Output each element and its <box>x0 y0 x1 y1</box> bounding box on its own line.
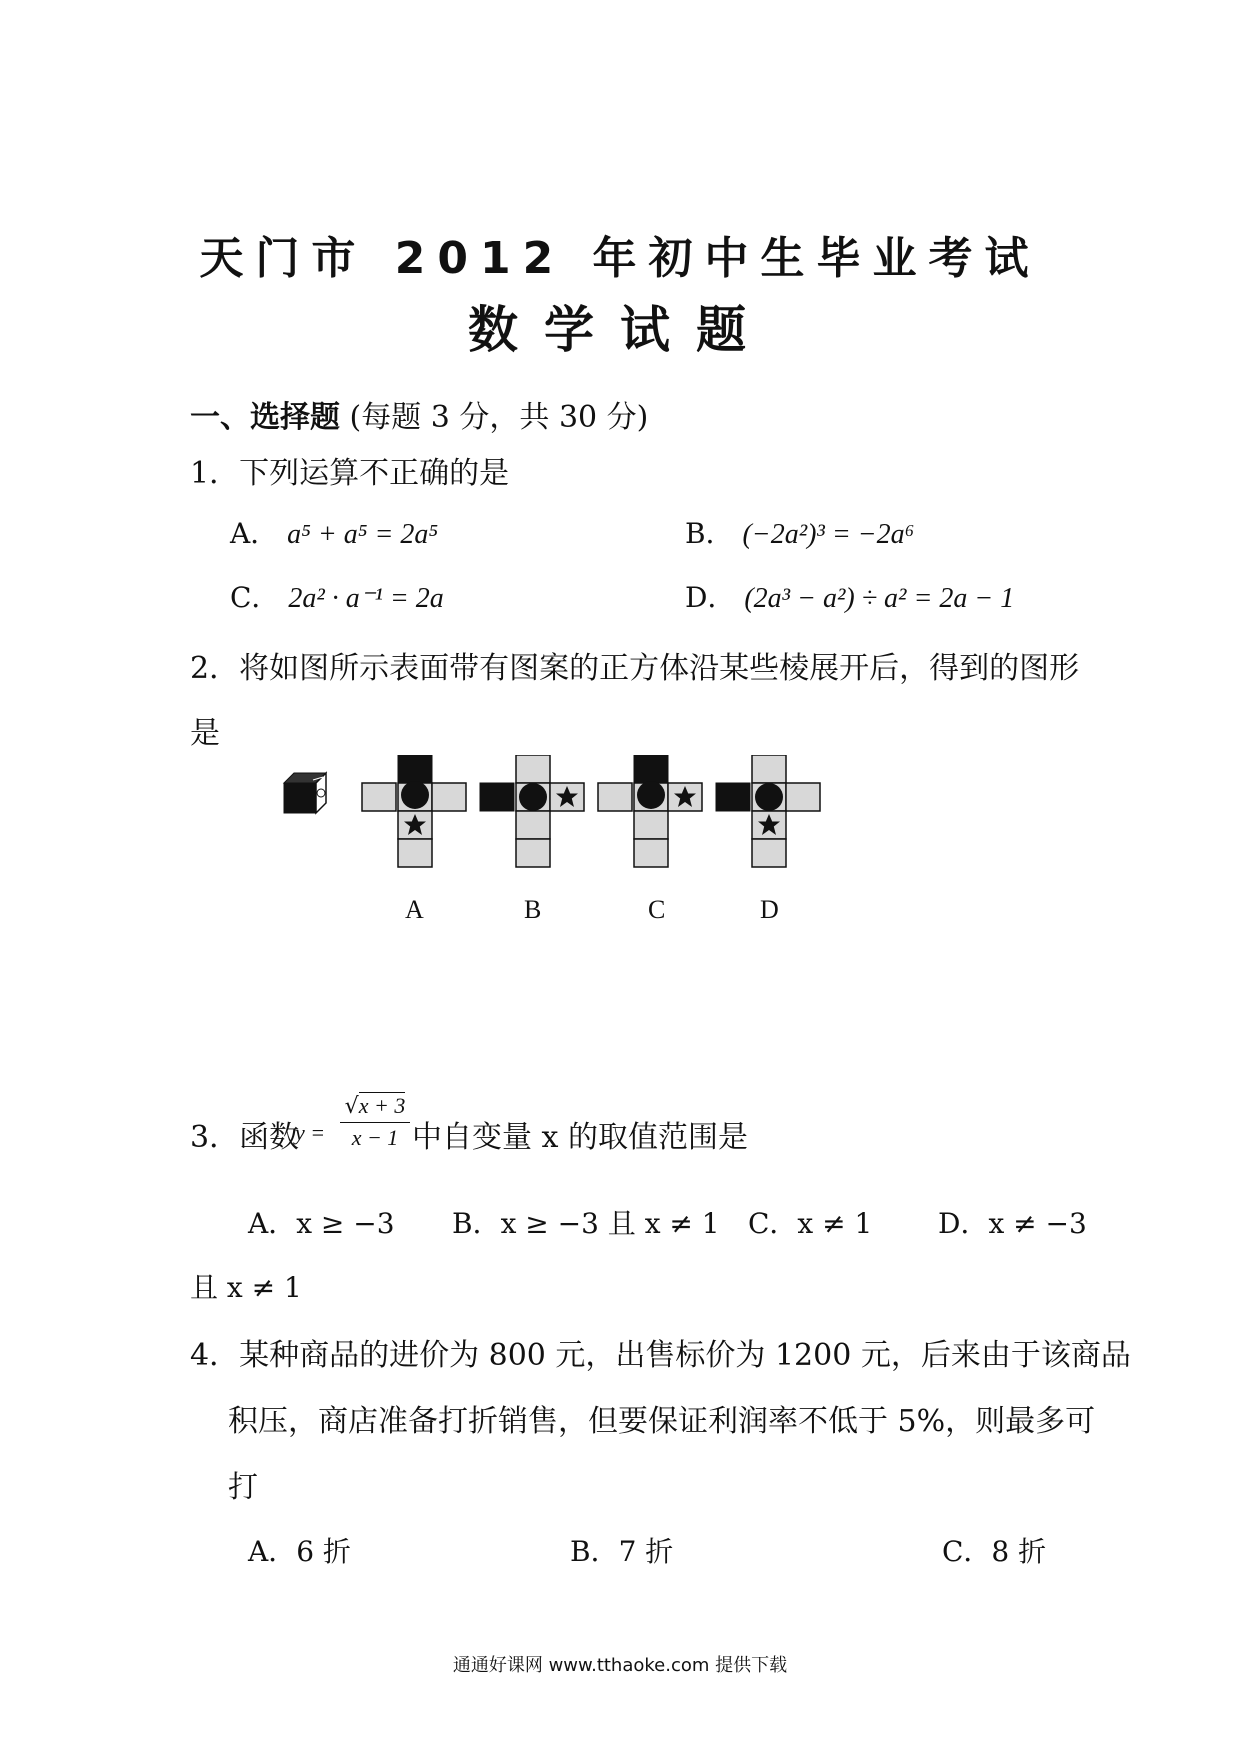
net-label-a: A <box>405 895 424 924</box>
subject-title: 数学试题 <box>468 301 772 359</box>
q1-option-c <box>230 576 444 616</box>
q1-option-d-label: D． <box>685 581 736 614</box>
question-1-stem: 1．下列运算不正确的是 <box>190 456 510 491</box>
section-title: 一、选择题 <box>190 400 340 435</box>
net-d <box>716 755 820 867</box>
q4-option-b: B．7 折 <box>570 1535 674 1568</box>
q3-option-d: D．x ≠ −3 <box>938 1207 1087 1240</box>
cube-icon <box>284 773 326 813</box>
question-3-suffix: 中自变量 x 的取值范围是 <box>412 1120 748 1155</box>
q3-fraction: √x + 3 x − 1 <box>340 1093 410 1151</box>
section-heading <box>190 392 648 436</box>
question-3-prefix: 3．函数 <box>190 1120 300 1155</box>
net-c <box>598 755 702 867</box>
q3-formula-y-text: y = <box>295 1120 326 1145</box>
q3-option-a: A．x ≥ −3 <box>248 1207 395 1240</box>
net-label-b: B <box>524 895 542 924</box>
net-a <box>362 755 466 867</box>
q3-numerator: x + 3 <box>358 1093 406 1118</box>
q3-option-d-continued: 且 x ≠ 1 <box>190 1271 302 1304</box>
section-note: (每题 3 分，共 30 分) <box>349 400 649 435</box>
q4-option-a: A．6 折 <box>248 1535 351 1568</box>
question-2-stem-line2: 是 <box>190 716 220 751</box>
q1-option-a <box>230 512 438 552</box>
q1-option-b-text: (−2a²)³ = −2a⁶ <box>742 519 915 550</box>
q1-option-b <box>685 512 914 552</box>
q1-option-b-label: B． <box>685 517 734 550</box>
q3-option-b: B．x ≥ −3 且 x ≠ 1 <box>452 1207 720 1240</box>
question-2-stem-line1: 2．将如图所示表面带有图案的正方体沿某些棱展开后，得到的图形 <box>190 651 1080 686</box>
cube-nets-figure <box>280 755 840 875</box>
exam-title: 天门市 2012 年初中生毕业考试 <box>199 233 1041 284</box>
q3-formula-y <box>295 1120 325 1146</box>
question-4-line3: 打 <box>228 1470 258 1505</box>
q3-option-c: C．x ≠ 1 <box>748 1207 873 1240</box>
q1-option-a-label: A． <box>230 517 279 550</box>
net-b <box>480 755 584 867</box>
question-4-line2: 积压，商店准备打折销售，但要保证利润率不低于 5%，则最多可 <box>228 1404 1096 1439</box>
footer-source: 通通好课网 www.tthaoke.com 提供下载 <box>452 1655 788 1676</box>
q3-denominator: x − 1 <box>351 1125 399 1150</box>
q1-option-c-text: 2a² · a⁻¹ = 2a <box>288 583 444 614</box>
q1-option-c-label: C． <box>230 581 280 614</box>
net-label-d: D <box>760 895 779 924</box>
q1-option-d-text: (2a³ − a²) ÷ a² = 2a − 1 <box>744 583 1015 614</box>
question-4-line1: 4．某种商品的进价为 800 元，出售标价为 1200 元，后来由于该商品 <box>190 1338 1131 1373</box>
q1-option-d <box>685 576 1014 616</box>
net-label-c: C <box>648 895 666 924</box>
q4-option-c: C．8 折 <box>942 1535 1047 1568</box>
q1-option-a-text: a⁵ + a⁵ = 2a⁵ <box>287 519 439 550</box>
